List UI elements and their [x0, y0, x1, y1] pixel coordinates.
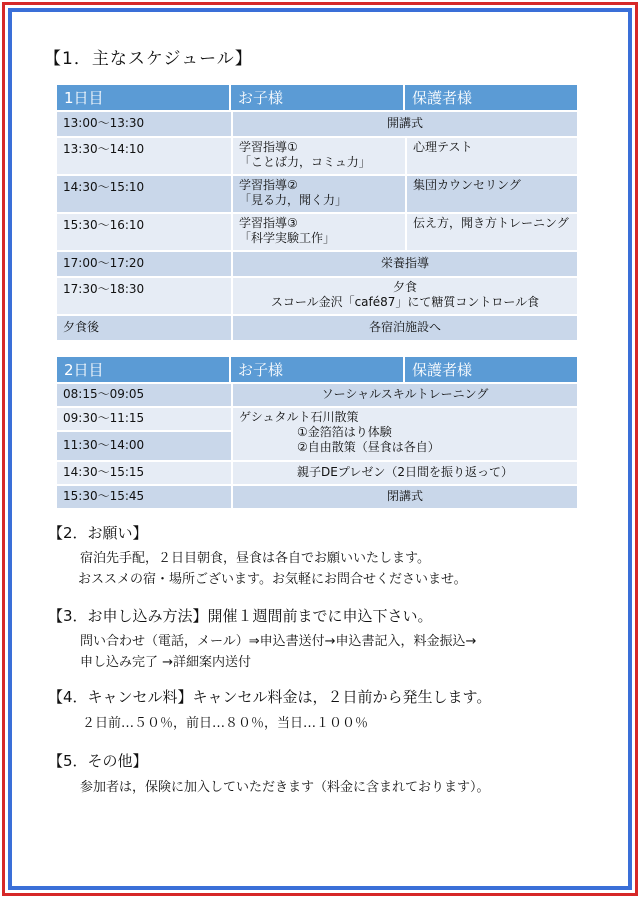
time-cell: 09:30～11:15: [57, 408, 231, 430]
section5-title: 【5．その他】: [48, 752, 148, 770]
time-cell: 13:30～14:10: [57, 138, 231, 174]
activity-cell: 開講式: [231, 112, 577, 136]
activity-cell: ソーシャルスキルトレーニング: [231, 384, 577, 406]
parent-activity-cell: 心理テスト: [405, 138, 577, 174]
table-row: [57, 316, 577, 340]
table-header-row: [57, 357, 577, 382]
activity-line: 「ことば力，コミュ力」: [239, 155, 371, 169]
child-activity-cell: [231, 138, 405, 174]
time-cell: 14:30～15:15: [57, 462, 231, 484]
schedule-table-day2: [57, 355, 577, 510]
section2-line: おススメの宿・場所ございます。お気軽にお問合せくださいませ。: [78, 572, 467, 587]
activity-line: 「科学実験工作」: [239, 231, 336, 245]
activity-cell: [231, 278, 577, 314]
section2-title: 【2．お願い】: [48, 524, 148, 542]
section5-line: 参加者は，保険に加入していただきます（料金に含まれております）。: [80, 780, 490, 795]
time-cell: 15:30～16:10: [57, 214, 231, 250]
activity-line: ①金箔箔はり体験: [297, 425, 392, 439]
activity-cell: 親子DEプレゼン（2日間を振り返って）: [231, 462, 577, 484]
header-day: 1日目: [57, 85, 231, 110]
header-parent: 保護者様: [405, 85, 577, 110]
table-row: [57, 462, 577, 484]
parent-activity-cell: 伝え方，聞き方トレーニング: [405, 214, 577, 250]
time-cell: 13:00～13:30: [57, 112, 231, 136]
time-cell: 11:30～14:00: [57, 432, 231, 460]
activity-line: 学習指導②: [239, 178, 298, 192]
schedule-table-day1: [57, 83, 577, 342]
activity-line: ②自由散策（昼食は各自）: [297, 440, 440, 454]
section2-line: 宿泊先手配，２日目朝食，昼食は各自でお願いいたします。: [80, 551, 430, 566]
table-row: [57, 176, 577, 212]
section4-title: 【4．キャンセル料】キャンセル料金は，２日前から発生します。: [48, 688, 492, 706]
header-child: お子様: [231, 357, 405, 382]
time-cell: 17:30～18:30: [57, 278, 231, 314]
table-row: [57, 384, 577, 406]
section4-line: ２日前…５０％，前日…８０％，当日…１００％: [82, 716, 369, 731]
activity-cell: 各宿泊施設へ: [231, 316, 577, 340]
section3-line: 申し込み完了 →詳細案内送付: [80, 655, 252, 670]
activity-line: スコール金沢「café87」にて糖質コントロール食: [270, 295, 540, 309]
section3-title: 【3．お申し込み方法】開催１週間前までに申込下さい。: [48, 607, 433, 625]
parent-activity-cell: 集団カウンセリング: [405, 176, 577, 212]
activity-line: ゲシュタルト石川散策: [239, 410, 359, 424]
excursion-cell: [231, 408, 577, 460]
section1-title: 【1．主なスケジュール】: [44, 49, 253, 69]
time-cell: 14:30～15:10: [57, 176, 231, 212]
time-cell: 夕食後: [57, 316, 231, 340]
activity-cell: 栄養指導: [231, 252, 577, 276]
section3-line: 問い合わせ（電話，メール）⇒申込書送付→申込書記入，料金振込→: [80, 634, 477, 649]
table-row: [57, 278, 577, 314]
table-header-row: [57, 85, 577, 110]
time-cell: 15:30～15:45: [57, 486, 231, 508]
activity-line: 学習指導③: [239, 216, 298, 230]
time-cell: 17:00～17:20: [57, 252, 231, 276]
activity-line: 「見る力，聞く力」: [239, 193, 348, 207]
table-row: [57, 486, 577, 508]
activity-cell: 閉講式: [231, 486, 577, 508]
table-row: [57, 214, 577, 250]
table-row: [57, 138, 577, 174]
activity-line: 夕食: [392, 280, 417, 294]
header-day: 2日目: [57, 357, 231, 382]
time-cell: 08:15～09:05: [57, 384, 231, 406]
child-activity-cell: [231, 176, 405, 212]
header-parent: 保護者様: [405, 357, 577, 382]
child-activity-cell: [231, 214, 405, 250]
table-row: [57, 112, 577, 136]
table-row: [57, 252, 577, 276]
header-child: お子様: [231, 85, 405, 110]
activity-line: 学習指導①: [239, 140, 298, 154]
table-row: [57, 408, 577, 430]
